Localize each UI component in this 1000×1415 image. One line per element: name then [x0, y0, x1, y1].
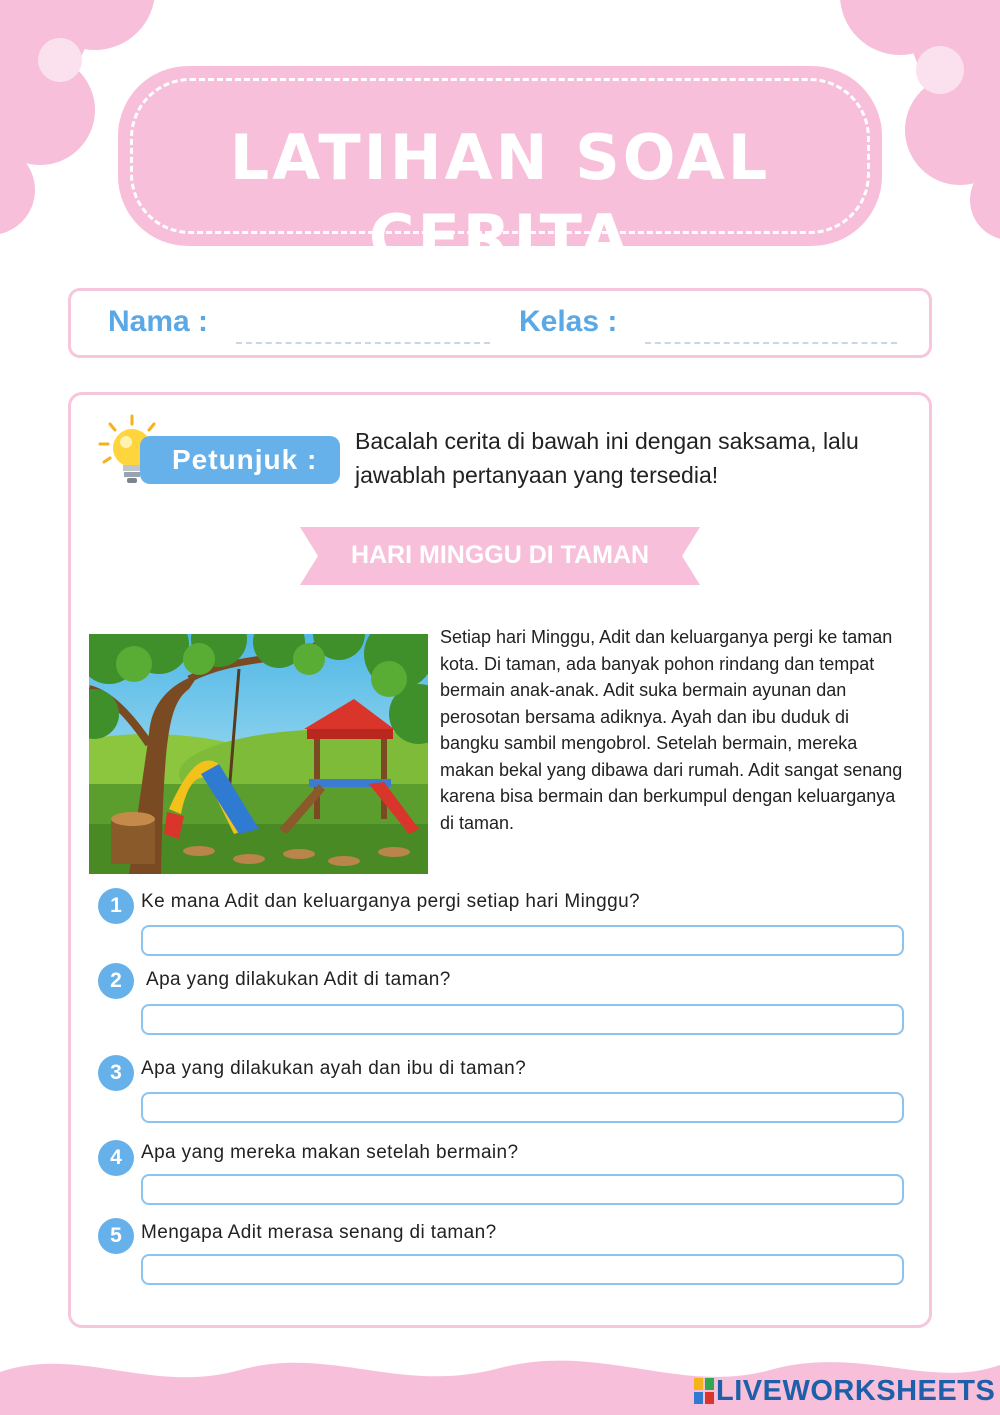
question-4-text: Apa yang mereka makan setelah bermain? [141, 1142, 519, 1163]
question-5-number: 5 [98, 1218, 134, 1254]
class-label: Kelas : [519, 305, 618, 338]
question-2-number: 2 [98, 963, 134, 999]
park-illustration [89, 634, 428, 874]
brand-name: LIVEWORKSHEETS [716, 1375, 996, 1407]
question-4-number: 4 [98, 1140, 134, 1176]
question-1-answer-input[interactable] [141, 925, 904, 956]
question-5-text: Mengapa Adit merasa senang di taman? [141, 1222, 497, 1243]
liveworksheets-icon [694, 1378, 714, 1404]
story-text: Setiap hari Minggu, Adit dan keluarganya pergi ke taman kota. Di taman, ada banyak pohon rindang dan tempat bermain anak-anak. Adit suka bermain ayunan dan perosotan bersama adiknya. Ayah dan ibu duduk di bangku sambil mengobrol. Setelah bermain, mereka makan bekal yang dibawa dari rumah. Adit sangat senang karena bisa bermain dan berkumpul dengan keluarganya di taman. [440, 627, 903, 833]
brand-logo[interactable] [694, 1373, 995, 1409]
class-field[interactable] [645, 318, 897, 344]
question-4-answer-input[interactable] [141, 1174, 904, 1205]
name-label: Nama : [108, 305, 209, 338]
page-title: LATIHAN SOAL CERITA [229, 121, 771, 274]
question-3-answer-input[interactable] [141, 1092, 904, 1123]
question-1-number: 1 [98, 888, 134, 924]
instructions-text: Bacalah cerita di bawah ini dengan saksama, lalu jawablah pertanyaan yang tersedia! [355, 428, 859, 488]
name-field[interactable] [236, 318, 490, 344]
question-3-text: Apa yang dilakukan ayah dan ibu di taman? [141, 1058, 527, 1079]
story-title: HARI MINGGU DI TAMAN [350, 541, 650, 569]
question-1-text: Ke mana Adit dan keluarganya pergi setiap hari Minggu? [141, 891, 641, 912]
question-3-number: 3 [98, 1055, 134, 1091]
question-5-answer-input[interactable] [141, 1254, 904, 1285]
hint-label: Petunjuk : [172, 444, 318, 475]
question-2-text: Apa yang dilakukan Adit di taman? [146, 969, 451, 990]
question-2-answer-input[interactable] [141, 1004, 904, 1035]
